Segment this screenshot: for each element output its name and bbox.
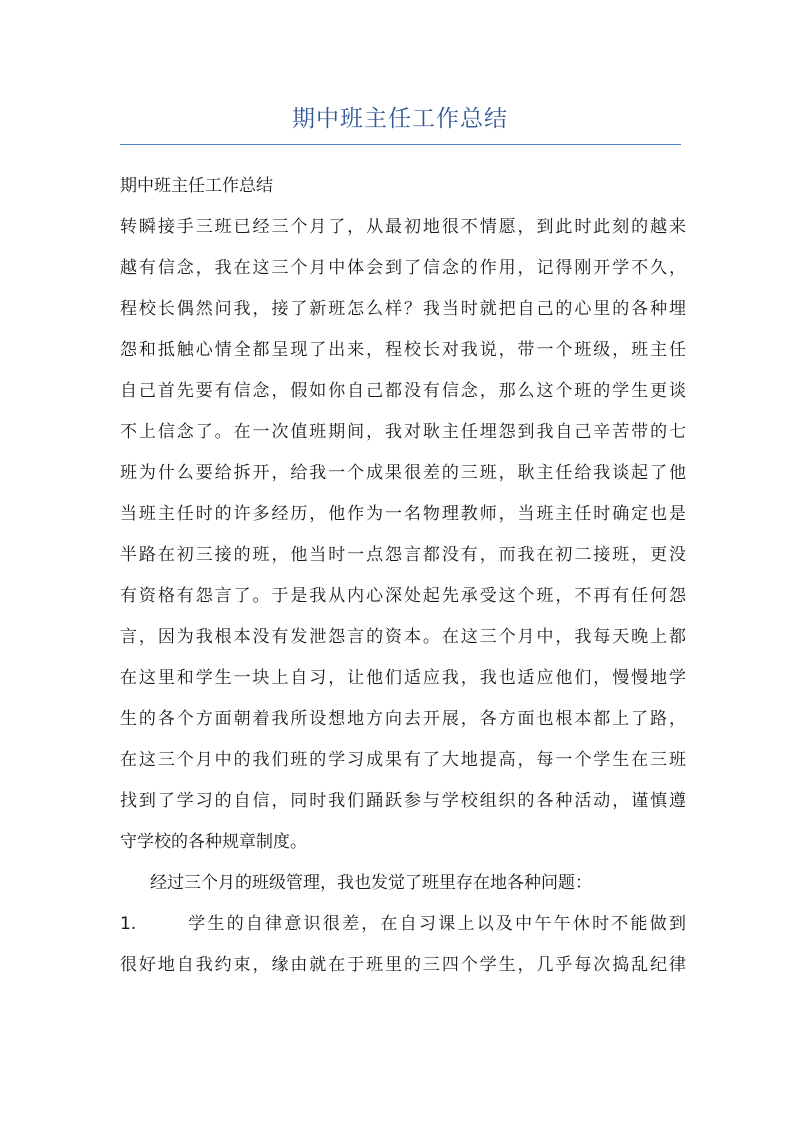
list-item <box>120 904 686 945</box>
paragraph-line: 生的各个方面朝着我所设想地方向去开展，各方面也根本都上了路， <box>120 709 686 729</box>
paragraph-line: 班为什么要给拆开，给我一个成果很差的三班，耿主任给我谈起了他 <box>120 463 686 483</box>
section-heading: 期中班主任工作总结 <box>120 176 273 196</box>
document-title: 期中班主任工作总结 <box>292 106 508 132</box>
list-item-continuation: 很好地自我约束，缘由就在于班里的三四个学生，几乎每次捣乱纪律 <box>120 955 686 975</box>
paragraph-line: 越有信念，我在这三个月中体会到了信念的作用，记得刚开学不久， <box>120 258 686 278</box>
document-body <box>120 166 686 986</box>
issue-list <box>120 904 686 986</box>
list-item-text: 学生的自律意识很差，在自习课上以及中午午休时不能做到 <box>186 914 686 934</box>
paragraph-line: 找到了学习的自信，同时我们踊跃参与学校组织的各种活动，谨慎遵 <box>120 791 686 811</box>
paragraph-line: 在这三个月中的我们班的学习成果有了大地提高，每一个学生在三班 <box>120 750 686 770</box>
paragraph-line: 自己首先要有信念，假如你自己都没有信念，那么这个班的学生更谈 <box>120 381 686 401</box>
paragraph-line: 怨和抵触心情全都呈现了出来，程校长对我说，带一个班级，班主任 <box>120 340 686 360</box>
paragraph-line: 不上信念了。在一次值班期间，我对耿主任埋怨到我自己辛苦带的七 <box>120 422 686 442</box>
paragraph-line: 程校长偶然问我，接了新班怎么样？我当时就把自己的心里的各种埋 <box>120 299 686 319</box>
paragraph-line: 守学校的各种规章制度。 <box>120 832 307 852</box>
paragraph-2: 经过三个月的班级管理，我也发觉了班里存在地各种问题： <box>150 873 592 893</box>
paragraph-line: 言，因为我根本没有发泄怨言的资本。在这三个月中，我每天晚上都 <box>120 627 686 647</box>
paragraph-line: 半路在初三接的班，他当时一点怨言都没有，而我在初二接班，更没 <box>120 545 686 565</box>
paragraph-line: 在这里和学生一块上自习，让他们适应我，我也适应他们，慢慢地学 <box>120 668 686 688</box>
paragraph-line: 转瞬接手三班已经三个月了，从最初地很不情愿，到此时此刻的越来 <box>120 217 686 237</box>
list-number: 1. <box>120 914 137 934</box>
paragraph-line: 有资格有怨言了。于是我从内心深处起先承受这个班，不再有任何怨 <box>120 586 686 606</box>
paragraph-1 <box>120 207 686 863</box>
title-divider <box>120 144 681 145</box>
paragraph-line: 当班主任时的许多经历，他作为一名物理教师，当班主任时确定也是 <box>120 504 686 524</box>
